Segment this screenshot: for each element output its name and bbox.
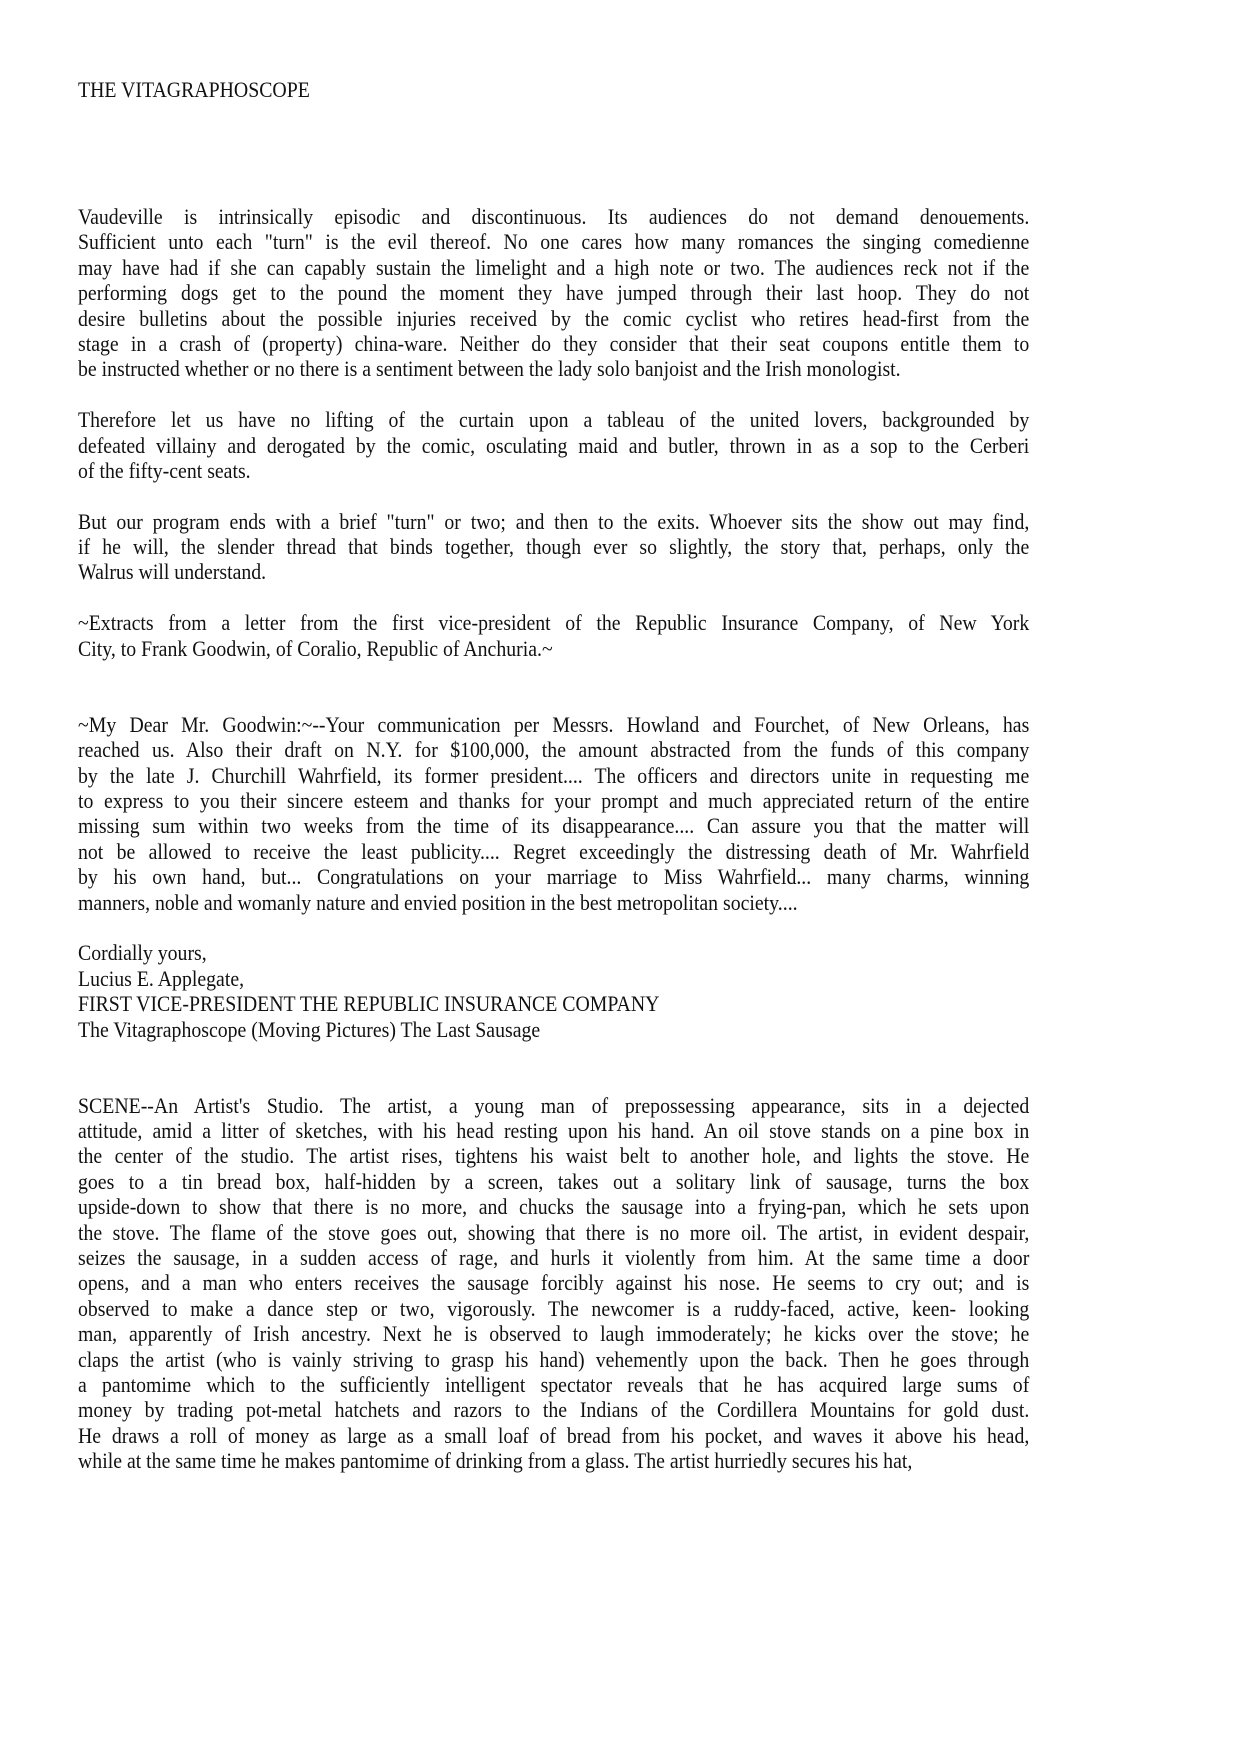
text-line: attitude, amid a litter of sketches, with his head resting upon his hand. An oil stove stands on a pine box in bbox=[78, 1118, 1030, 1144]
text-line: the center of the studio. The artist rises, tightens his waist belt to another hole, and lights the stove. He bbox=[78, 1143, 1030, 1169]
text-line: Cordially yours, bbox=[78, 940, 207, 966]
text-line: may have had if she can capably sustain the limelight and a high note or two. The audiences reck not if the bbox=[78, 254, 1030, 280]
text-line: of the fifty-cent seats. bbox=[78, 457, 251, 483]
text-line: opens, and a man who enters receives the sausage forcibly against his nose. He seems to cry out; and is bbox=[78, 1270, 1030, 1296]
text-line: FIRST VICE-PRESIDENT THE REPUBLIC INSURANCE COMPANY bbox=[78, 991, 660, 1017]
text-line: missing sum within two weeks from the time of its disappearance.... Can assure you that the matter will bbox=[78, 813, 1030, 839]
text-line: goes to a tin bread box, half-hidden by a screen, takes out a solitary link of sausage, turns the box bbox=[78, 1168, 1030, 1194]
text-line: by his own hand, but... Congratulations on your marriage to Miss Wahrfield... many charms, winning bbox=[78, 864, 1030, 890]
text-line: performing dogs get to the pound the moment they have jumped through their last hoop. They do not bbox=[78, 280, 1030, 306]
text-line: man, apparently of Irish ancestry. Next he is observed to laugh immoderately; he kicks over the stove; he bbox=[78, 1321, 1030, 1347]
text-line: desire bulletins about the possible injuries received by the comic cyclist who retires head-first from the bbox=[78, 305, 1030, 331]
paragraph bbox=[78, 1093, 1029, 1474]
text-line: the stove. The flame of the stove goes out, showing that there is no more oil. The artist, in evident despair, bbox=[78, 1219, 1030, 1245]
text-line: manners, noble and womanly nature and envied position in the best metropolitan society.... bbox=[78, 889, 798, 915]
text-line: ~Extracts from a letter from the first vice-president of the Republic Insurance Company, of New York bbox=[78, 610, 1030, 636]
text-line: The Vitagraphoscope (Moving Pictures) The Last Sausage bbox=[78, 1016, 541, 1042]
document-title: THE VITAGRAPHOSCOPE bbox=[78, 77, 310, 102]
text-line: Lucius E. Applegate, bbox=[78, 965, 245, 991]
text-line: not be allowed to receive the least publicity.... Regret exceedingly the distressing death of Mr. Wahrfield bbox=[78, 838, 1030, 864]
document-body bbox=[78, 204, 1029, 1474]
text-line: SCENE--An Artist's Studio. The artist, a young man of prepossessing appearance, sits in a dejected bbox=[78, 1092, 1030, 1118]
text-line: observed to make a dance step or two, vigorously. The newcomer is a ruddy-faced, active, keen- looking bbox=[78, 1295, 1030, 1321]
text-line: Therefore let us have no lifting of the curtain upon a tableau of the united lovers, backgrounded by bbox=[78, 407, 1030, 433]
text-line: be instructed whether or no there is a sentiment between the lady solo banjoist and the Irish monologist. bbox=[78, 356, 901, 382]
text-line: seizes the sausage, in a sudden access of rage, and hurls it violently from him. At the same time a door bbox=[78, 1245, 1030, 1271]
text-line: reached us. Also their draft on N.Y. for $100,000, the amount abstracted from the funds of this company bbox=[78, 737, 1030, 763]
text-line: while at the same time he makes pantomime of drinking from a glass. The artist hurriedly secures his hat, bbox=[78, 1448, 913, 1474]
text-line: City, to Frank Goodwin, of Coralio, Republic of Anchuria.~ bbox=[78, 635, 553, 661]
text-line: defeated villainy and derogated by the comic, osculating maid and butler, thrown in as a sop to the Cerberi bbox=[78, 432, 1030, 458]
text-line: if he will, the slender thread that binds together, though ever so slightly, the story that, perhaps, only the bbox=[78, 534, 1030, 560]
text-line: upside-down to show that there is no more, and chucks the sausage into a frying-pan, which he sets upon bbox=[78, 1194, 1030, 1220]
text-line: by the late J. Churchill Wahrfield, its former president.... The officers and directors unite in requesting me bbox=[78, 762, 1030, 788]
text-line: claps the artist (who is vainly striving to grasp his hand) vehemently upon the back. Then he goes through bbox=[78, 1346, 1030, 1372]
text-line: Walrus will understand. bbox=[78, 559, 267, 585]
text-line: Vaudeville is intrinsically episodic and discontinuous. Its audiences do not demand denouements. bbox=[78, 203, 1030, 229]
document-page bbox=[78, 77, 1029, 1474]
text-line: Sufficient unto each "turn" is the evil thereof. No one cares how many romances the singing comedienne bbox=[78, 229, 1030, 255]
text-line: But our program ends with a brief "turn" or two; and then to the exits. Whoever sits the show out may find, bbox=[78, 508, 1030, 534]
paragraph bbox=[78, 204, 1029, 382]
paragraph bbox=[78, 407, 1029, 483]
text-line: money by trading pot-metal hatchets and razors to the Indians of the Cordillera Mountains for gold dust. bbox=[78, 1397, 1030, 1423]
text-line: stage in a crash of (property) china-ware. Neither do they consider that their seat coupons entitle them to bbox=[78, 330, 1030, 356]
paragraph bbox=[78, 712, 1029, 915]
paragraph bbox=[78, 610, 1029, 661]
paragraph bbox=[78, 940, 1029, 1042]
paragraph bbox=[78, 509, 1029, 585]
text-line: a pantomime which to the sufficiently intelligent spectator reveals that he has acquired large sums of bbox=[78, 1371, 1030, 1397]
text-line: to express to you their sincere esteem and thanks for your prompt and much appreciated return of the entire bbox=[78, 787, 1030, 813]
text-line: ~My Dear Mr. Goodwin:~--Your communication per Messrs. Howland and Fourchet, of New Orleans, has bbox=[78, 711, 1030, 737]
text-line: He draws a roll of money as large as a small loaf of bread from his pocket, and waves it above his head, bbox=[78, 1422, 1030, 1448]
